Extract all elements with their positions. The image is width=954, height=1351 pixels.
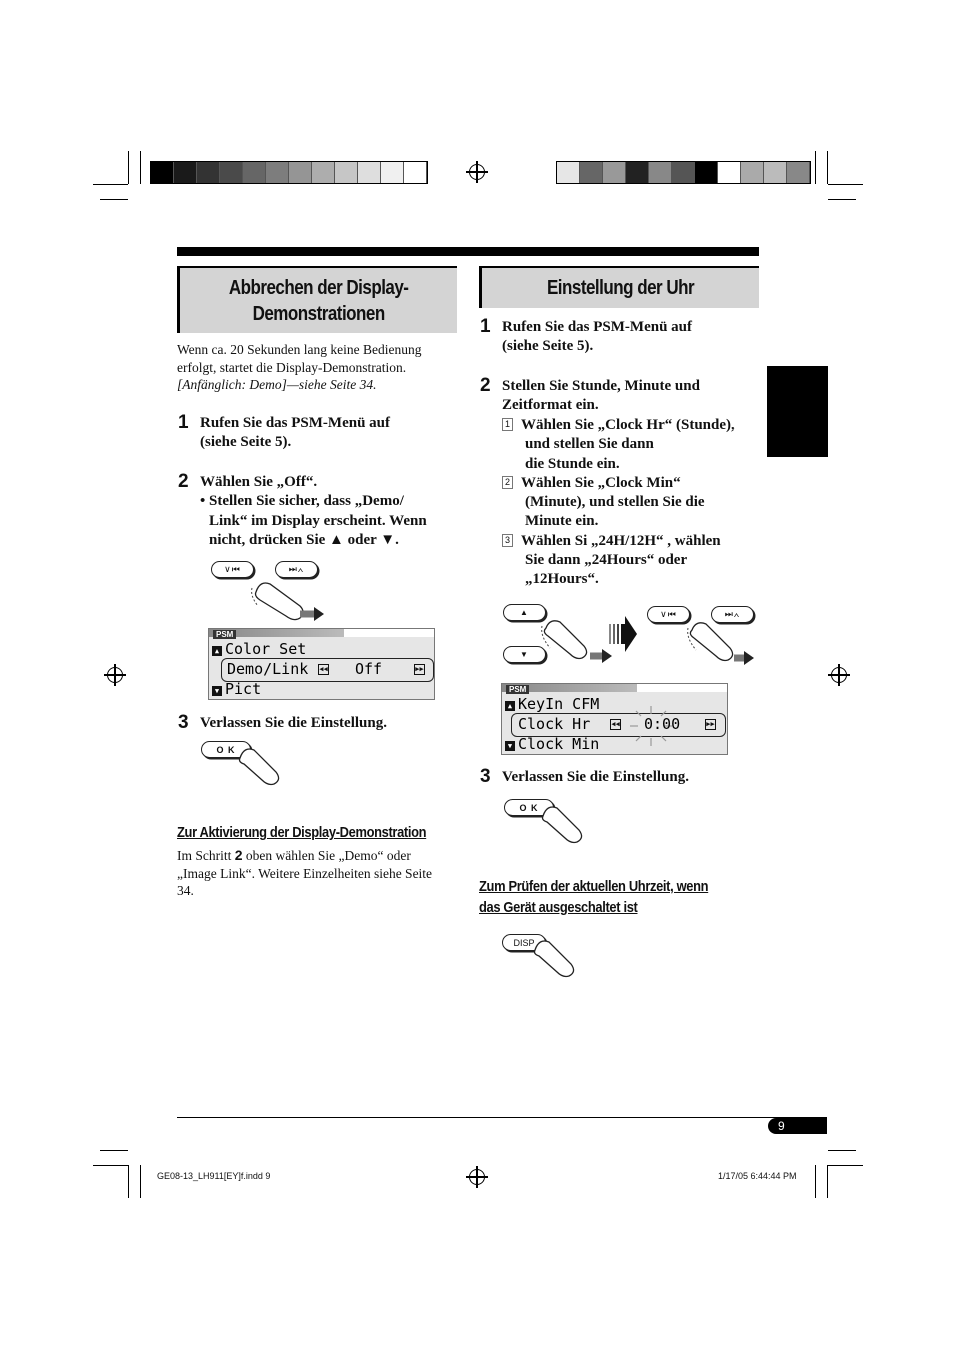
- step-ref: 2: [234, 847, 243, 863]
- lcd-row: [212, 680, 261, 698]
- left-heading-line2: Demonstrationen: [252, 302, 385, 325]
- lcd-level-bar: [209, 629, 434, 637]
- left-intro: [177, 341, 457, 394]
- registration-mark-icon: [469, 1169, 485, 1185]
- left-sub-text: [177, 847, 457, 900]
- lcd-row-text: Pict: [225, 680, 262, 698]
- lcd-row: [505, 695, 599, 713]
- substep-number: 1: [502, 418, 513, 431]
- intro-line: [Anfänglich: Demo]—siehe Seite 34.: [177, 377, 377, 392]
- step-number: 1: [480, 316, 491, 337]
- color-bar-right: [556, 161, 811, 184]
- step-text: [200, 414, 390, 453]
- step-line: (siehe Seite 5).: [200, 434, 292, 451]
- crop-mark: [128, 1165, 129, 1198]
- next-button[interactable]: ⏭∧: [711, 606, 754, 623]
- substep-line: Sie dann „24Hours“ oder: [525, 552, 688, 569]
- substep-line: und stellen Sie dann: [525, 436, 654, 453]
- finger-press-icon: [538, 618, 618, 668]
- crop-mark: [828, 1150, 856, 1151]
- rewind-icon: ◀◀: [319, 665, 328, 673]
- lcd-value: Off: [355, 660, 383, 678]
- step-line: (siehe Seite 5).: [502, 338, 594, 355]
- up-arrow-icon: ▲: [212, 646, 222, 656]
- left-heading: [177, 266, 457, 333]
- lcd-row-text: Clock Hr: [518, 715, 591, 733]
- step-number: 3: [178, 712, 189, 733]
- page-number: 9: [768, 1118, 827, 1134]
- step-line: Stellen Sie Stunde, Minute und: [502, 378, 700, 394]
- intro-line: Wenn ca. 20 Sekunden lang keine Bedienung: [177, 342, 422, 357]
- lcd-row: [518, 715, 590, 733]
- fast-forward-icon: ▶▶: [415, 665, 424, 673]
- lcd-row-text: Demo/Link: [227, 660, 309, 678]
- prev-button[interactable]: ∨⏮: [647, 606, 690, 623]
- crop-mark: [815, 1165, 816, 1198]
- sub-text-fragment: Im Schritt: [177, 848, 235, 863]
- substep-line: Wählen Sie „Clock Hr“ (Stunde),: [521, 417, 735, 433]
- crop-mark: [93, 184, 128, 185]
- lcd-level-bar: [502, 684, 727, 692]
- down-arrow-icon: ▼: [212, 686, 222, 696]
- registration-mark-icon: [831, 667, 847, 683]
- subheading-line: Zum Prüfen der aktuellen Uhrzeit, wenn: [479, 878, 709, 895]
- crop-mark: [100, 1150, 128, 1151]
- substep: [502, 416, 760, 435]
- crop-mark: [140, 151, 141, 184]
- substep-line: „12Hours“.: [525, 571, 599, 588]
- crop-mark: [93, 1165, 128, 1166]
- disp-button[interactable]: DISP: [502, 934, 546, 951]
- step-text: Verlassen Sie die Einstellung.: [502, 769, 689, 785]
- substep-number: 3: [502, 534, 513, 547]
- next-step-arrow-icon: [607, 614, 637, 654]
- right-subheading: [479, 876, 708, 918]
- down-button[interactable]: ▼: [503, 646, 546, 663]
- next-button[interactable]: ⏭∧: [275, 561, 318, 578]
- right-heading: [479, 266, 759, 308]
- crop-mark: [815, 151, 816, 184]
- step-line: nicht, drücken Sie ▲ oder ▼.: [209, 531, 399, 548]
- fast-forward-icon: ▶▶: [706, 720, 715, 728]
- sub-line: 34.: [177, 883, 194, 898]
- crop-mark: [128, 151, 129, 184]
- finger-press-icon: [248, 576, 328, 626]
- prev-button[interactable]: ∨⏮: [211, 561, 254, 578]
- lcd-row: [227, 660, 308, 678]
- up-arrow-icon: ▲: [505, 701, 515, 711]
- footer-file: GE08-13_LH911[EY]f.indd 9: [157, 1171, 271, 1181]
- subheading-line: das Gerät ausgeschaltet ist: [479, 899, 638, 916]
- crop-mark: [100, 199, 128, 200]
- step-line: • Stellen Sie sicher, dass „Demo/: [200, 493, 404, 510]
- lcd-psm-tag: PSM: [506, 685, 529, 694]
- crop-mark: [828, 199, 856, 200]
- substep-number: 2: [502, 476, 513, 489]
- step-line: Wählen Sie „Off“.: [200, 474, 318, 490]
- bottom-rule: [177, 1117, 827, 1118]
- crop-mark: [828, 1165, 863, 1166]
- substep-line: (Minute), und stellen Sie die: [525, 494, 705, 511]
- substep-line: die Stunde ein.: [525, 455, 620, 472]
- step-text: Verlassen Sie die Einstellung.: [200, 715, 387, 731]
- substep-line: Wählen Sie „Clock Min“: [521, 474, 681, 491]
- registration-mark-icon: [469, 164, 485, 180]
- lcd-display: [501, 683, 728, 755]
- color-bar-left: [150, 161, 428, 184]
- lcd-display: [208, 628, 435, 700]
- lcd-row-text: Clock Min: [518, 735, 600, 753]
- finger-press-icon: [539, 802, 589, 847]
- ok-button[interactable]: O K: [504, 799, 554, 816]
- crop-mark: [828, 184, 863, 185]
- step-number: 1: [178, 412, 189, 433]
- finger-press-icon: [684, 620, 760, 670]
- right-heading-text: Einstellung der Uhr: [546, 277, 695, 299]
- step-number: 2: [178, 471, 189, 492]
- step-text: [502, 318, 692, 357]
- step-line: Rufen Sie das PSM-Menü auf: [502, 319, 693, 335]
- step-text: [200, 473, 427, 550]
- lcd-row: [505, 735, 599, 753]
- lcd-value: 0:00: [644, 715, 681, 733]
- step-number: 2: [480, 375, 491, 396]
- step-line: Link“ im Display erscheint. Wenn: [209, 512, 427, 529]
- down-arrow-icon: ▼: [505, 741, 515, 751]
- finger-press-icon: [236, 744, 286, 789]
- language-tab-label: DEUTSCH: [731, 362, 752, 454]
- crop-mark: [140, 1165, 141, 1198]
- substep-list: [502, 416, 760, 590]
- step-number: 3: [480, 766, 491, 787]
- substep: [502, 474, 760, 493]
- sub-line: [177, 847, 457, 865]
- step-text: [502, 377, 700, 416]
- intro-line: erfolgt, startet die Display-Demonstration.: [177, 359, 407, 375]
- substep-line: Wählen Si „24H/12H“ , wählen: [521, 532, 721, 549]
- lcd-row: [212, 640, 306, 658]
- step-line: Zeitformat ein.: [502, 397, 599, 414]
- left-heading-line1: Abbrechen der Display-: [228, 276, 409, 299]
- up-button[interactable]: ▲: [503, 604, 546, 621]
- registration-mark-icon: [107, 667, 123, 683]
- crop-mark: [827, 1165, 828, 1198]
- substep-line: Minute ein.: [525, 513, 599, 530]
- lcd-psm-tag: PSM: [213, 630, 236, 639]
- crop-mark: [827, 151, 828, 184]
- substep: [502, 532, 760, 551]
- step-line: Rufen Sie das PSM-Menü auf: [200, 415, 391, 431]
- sub-text-fragment: oben wählen Sie „Demo“ oder: [242, 848, 411, 863]
- lcd-row-text: KeyIn CFM: [518, 695, 600, 713]
- language-tab: [731, 362, 828, 457]
- left-subheading: Zur Aktivierung der Display-Demonstration: [177, 824, 427, 841]
- rewind-icon: ◀◀: [611, 720, 620, 728]
- top-rule: [177, 247, 759, 256]
- finger-press-icon: [531, 936, 581, 981]
- sub-line: „Image Link“. Weitere Einzelheiten siehe Seite: [177, 865, 433, 881]
- lcd-row-text: Color Set: [225, 640, 307, 658]
- ok-button[interactable]: O K: [201, 741, 251, 758]
- footer-date: 1/17/05 6:44:44 PM: [718, 1171, 797, 1181]
